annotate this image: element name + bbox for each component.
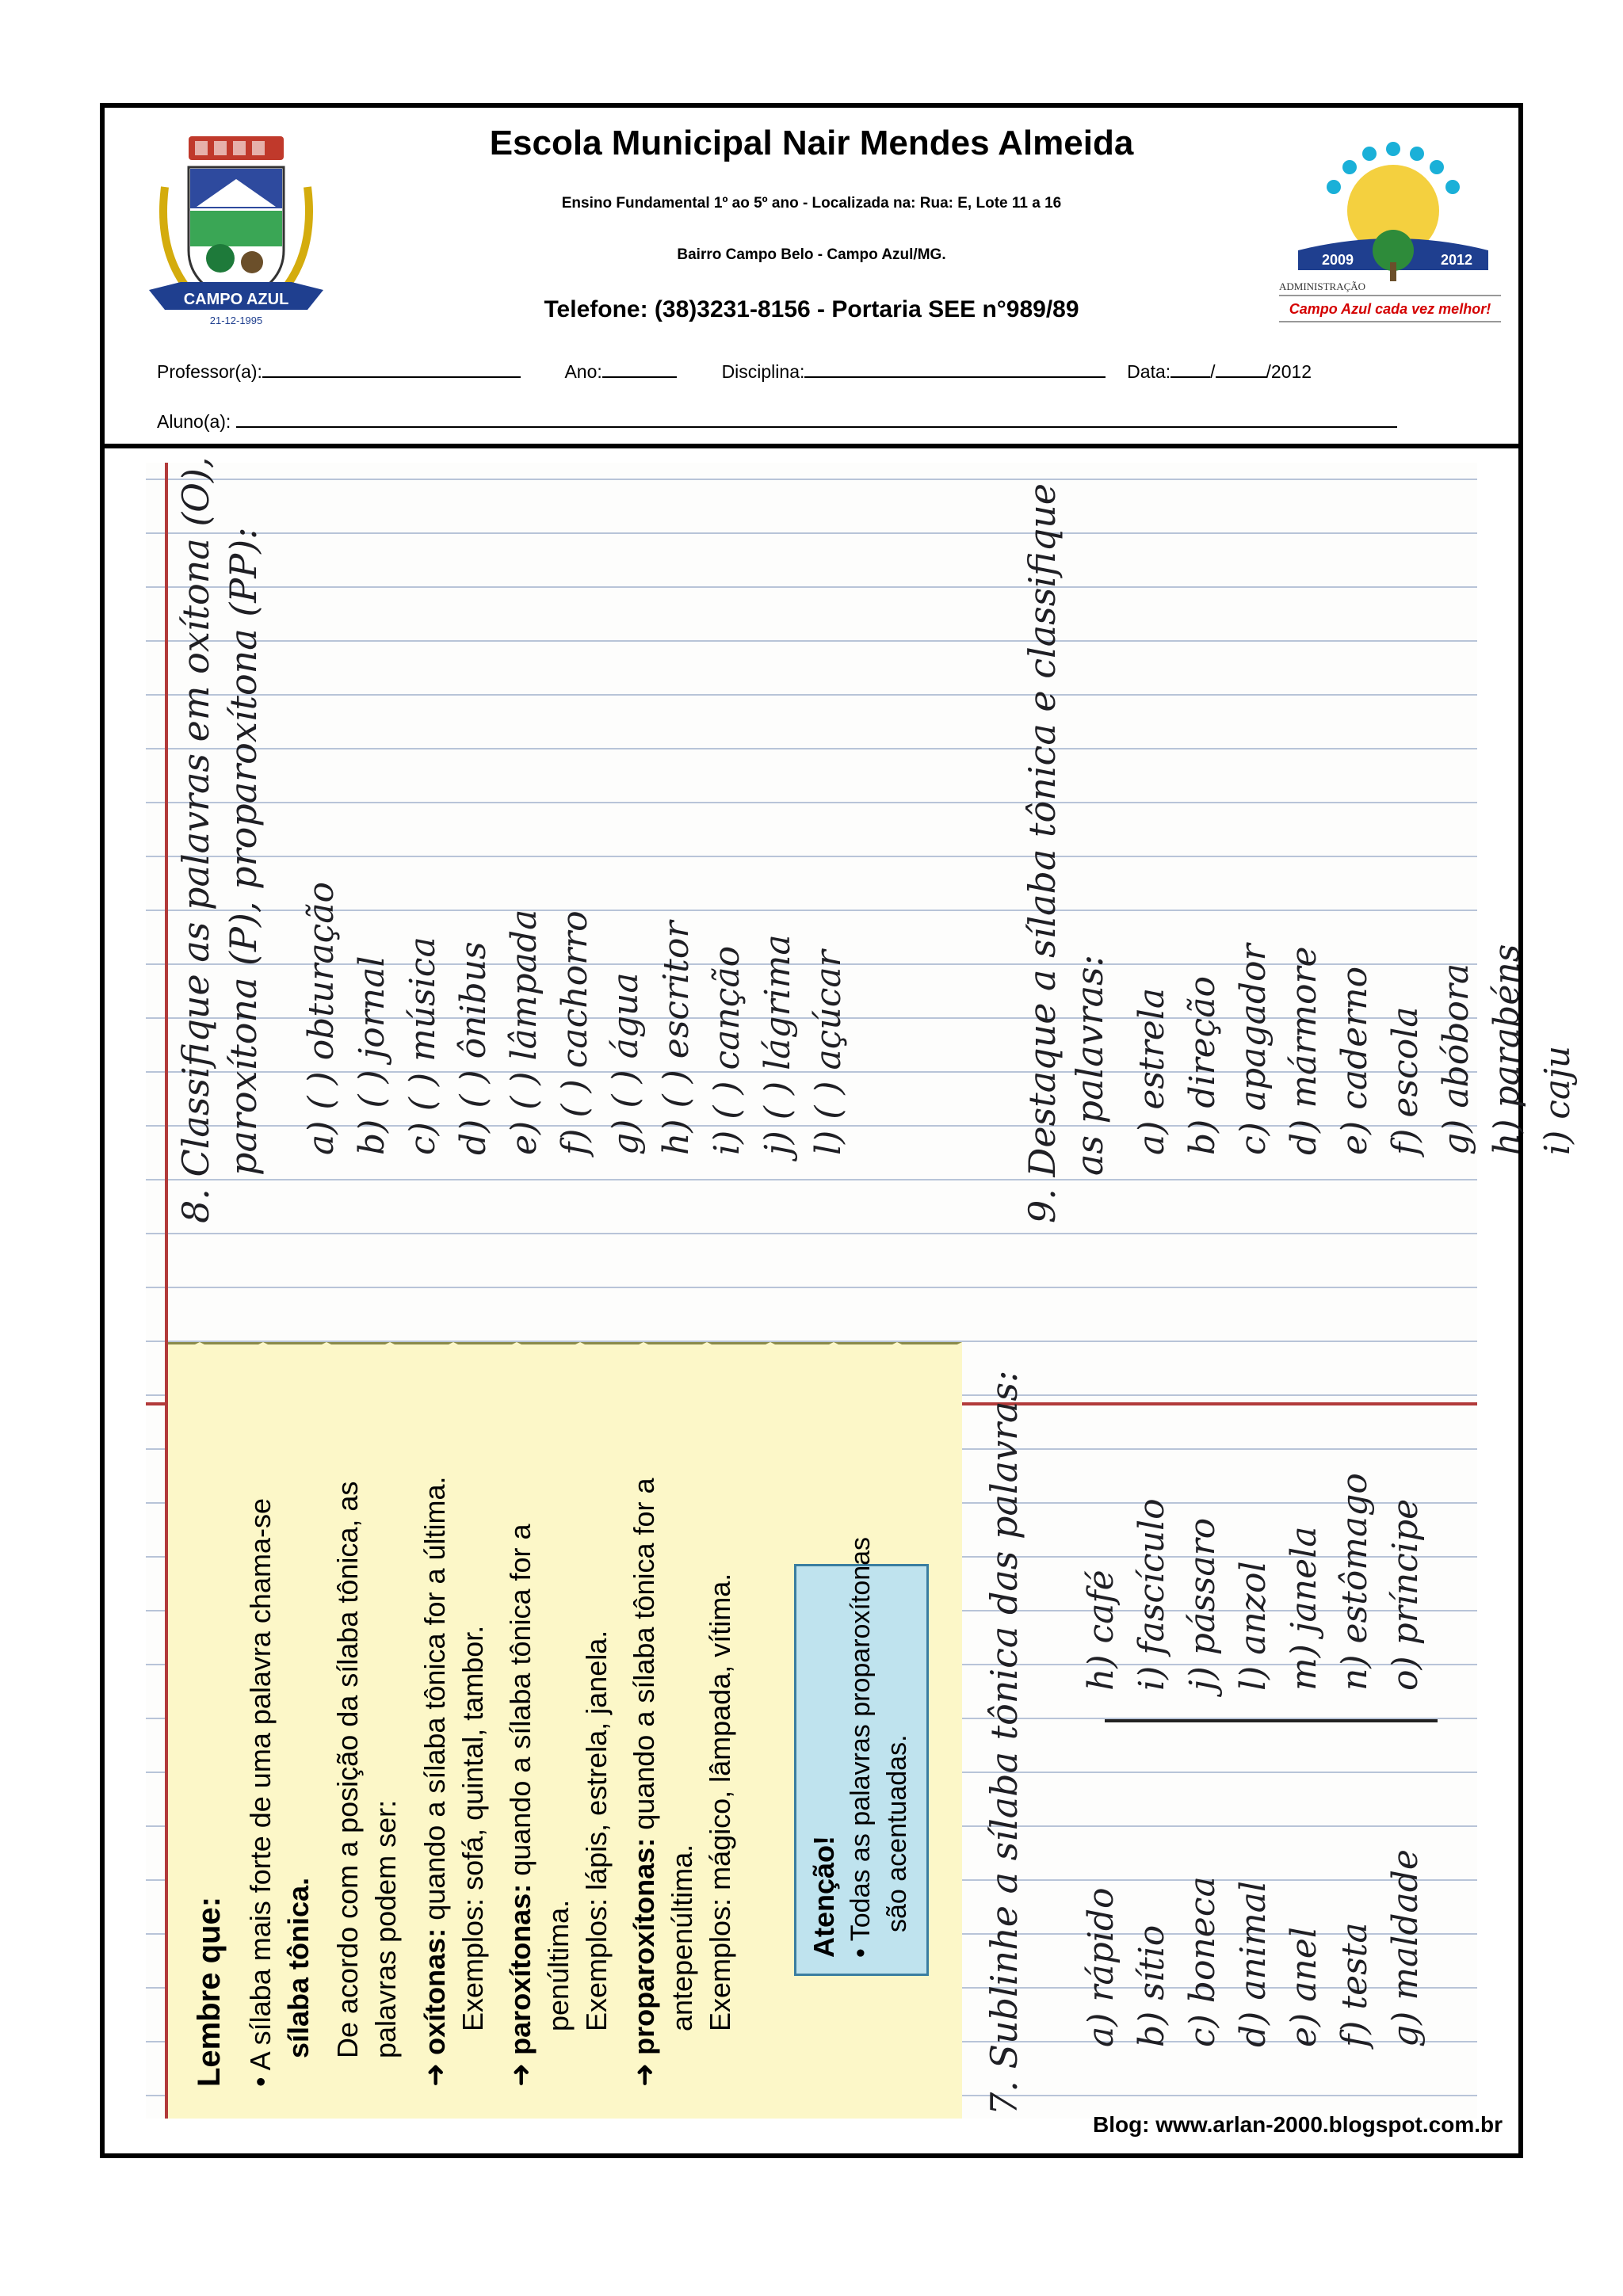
ex9-list-item: b) direção xyxy=(1182,976,1223,1155)
administration-logo-icon xyxy=(1274,132,1506,334)
ex8-list-item: c) ( ) música xyxy=(403,936,443,1155)
data-separator: / xyxy=(1210,361,1216,382)
ex8-list-item: g) ( ) água xyxy=(605,972,646,1155)
paroxitonas-examples: Exemplos: lápis, estrela, janela. xyxy=(580,1630,613,2031)
ex7-right-item: m) janela xyxy=(1284,1526,1324,1691)
atencao-box xyxy=(794,1536,929,1976)
lembre-box xyxy=(168,1342,962,2119)
ex7-right-item: h) café xyxy=(1081,1569,1121,1691)
ex9-title-b: as palavras: xyxy=(1068,954,1111,1176)
lembre-p1: • A sílaba mais forte de uma palavra chama-se xyxy=(244,1498,277,2087)
torn-edge-icon xyxy=(168,1326,962,1358)
ex8-list-item: f) ( ) cachorro xyxy=(555,910,595,1155)
aluno-field[interactable] xyxy=(236,407,1397,428)
ex7-left-item: a) rápido xyxy=(1081,1887,1121,2047)
admin-label: ADMINISTRAÇÃO xyxy=(1279,280,1366,292)
lembre-p2a: De acordo com a posição da sílaba tônica, as xyxy=(331,1481,364,2058)
ex8-list-item: a) ( ) obturação xyxy=(301,882,342,1155)
ex8-list-item: j) ( ) lágrima xyxy=(758,934,798,1155)
atencao-text-b: são acentuadas. xyxy=(882,1734,912,1932)
ano-label: Ano: xyxy=(564,361,602,382)
ex8-title-b: paroxítona (P), proparoxítona (PP): xyxy=(222,527,265,1176)
ex7-right-item: o) príncipe xyxy=(1385,1498,1426,1691)
ex8-list-item: l) ( ) açúcar xyxy=(808,950,849,1155)
crest-date: 21-12-1995 xyxy=(209,315,263,326)
ex7-left-item: c) boneca xyxy=(1182,1876,1223,2047)
disciplina-label: Disciplina: xyxy=(721,361,805,382)
oxitonas-examples: Exemplos: sofá, quintal, tambor. xyxy=(456,1625,489,2031)
ex7-left-item: e) anel xyxy=(1284,1927,1324,2047)
admin-year-start: 2009 xyxy=(1322,252,1354,268)
ex9-list-item: f) escola xyxy=(1385,1006,1426,1155)
ex9-list-item: e) caderno xyxy=(1335,966,1375,1155)
form-row-1 xyxy=(157,357,1312,383)
proparoxitonas-examples: Exemplos: mágico, lâmpada, vítima. xyxy=(704,1573,736,2031)
paroxitonas-def-cont: penúltima. xyxy=(542,1899,575,2031)
ex7-right-item: j) pássaro xyxy=(1182,1517,1223,1691)
ex9-title-a: 9. Destaque a sílaba tônica e classifique xyxy=(1021,482,1064,1223)
scanned-workbook-page xyxy=(146,456,1578,2119)
atencao-text-a: • Todas as palavras proparoxítonas xyxy=(846,1536,876,1958)
ex7-column-divider xyxy=(1105,1719,1438,1722)
disciplina-field[interactable] xyxy=(804,357,1106,378)
ex7-left-item: d) animal xyxy=(1233,1881,1274,2047)
ex7-right-item: i) fascículo xyxy=(1132,1498,1172,1691)
ex8-list-item: h) ( ) escritor xyxy=(656,921,697,1155)
ex9-list-item: d) mármore xyxy=(1284,946,1324,1155)
data-label: Data: xyxy=(1127,361,1171,382)
ex8-list-item: b) ( ) jornal xyxy=(352,955,392,1155)
paroxitonas-def: ➜ paroxítonas: quando a sílaba tônica for a xyxy=(504,1524,537,2087)
crest-label: CAMPO AZUL xyxy=(183,291,289,308)
ex8-list-item: d) ( ) ônibus xyxy=(453,941,494,1155)
ex7-right-item: n) estômago xyxy=(1335,1473,1375,1691)
address-line-1: Ensino Fundamental 1º ao 5º ano - Localizada na: Rua: E, Lote 11 a 16 xyxy=(561,195,1062,212)
ex7-left-item: b) sítio xyxy=(1132,1924,1172,2047)
ex8-title-a: 8. Classifique as palavras em oxítona (O), xyxy=(174,456,217,1223)
aluno-label: Aluno(a): xyxy=(157,411,231,432)
school-header xyxy=(105,108,1518,448)
ex9-list-item: c) apagador xyxy=(1233,944,1274,1155)
ex7-title: 7. Sublinhe a sílaba tônica das palavras: xyxy=(983,1370,1025,2115)
professor-label: Professor(a): xyxy=(157,361,262,382)
proparoxitonas-def: ➜ proparoxítonas: quando a sílaba tônica for a xyxy=(628,1478,660,2087)
data-month-field[interactable] xyxy=(1216,357,1266,378)
ex7-right-item: l) anzol xyxy=(1233,1561,1274,1691)
rotated-content xyxy=(146,456,1578,2119)
address-line-2: Bairro Campo Belo - Campo Azul/MG. xyxy=(677,246,946,263)
professor-field[interactable] xyxy=(262,357,521,378)
ex7-left-item: f) testa xyxy=(1335,1922,1375,2047)
worksheet-frame xyxy=(100,103,1578,2158)
ano-field[interactable] xyxy=(602,357,677,378)
ex9-list-item: h) parabéns xyxy=(1487,944,1527,1155)
ex8-list-item: e) ( ) lâmpada xyxy=(504,909,544,1155)
oxitonas-def: ➜ oxítonas: quando a sílaba tônica for a última. xyxy=(418,1476,451,2087)
ex9-list-item: i) caju xyxy=(1537,1045,1578,1155)
proparoxitonas-def-cont: antepenúltima. xyxy=(666,1844,698,2031)
atencao-title: Atenção! xyxy=(808,1835,840,1958)
data-day-field[interactable] xyxy=(1170,357,1210,378)
lembre-p1-term: sílaba tônica. xyxy=(282,1877,315,2058)
data-year: /2012 xyxy=(1266,361,1312,382)
admin-slogan: Campo Azul cada vez melhor! xyxy=(1289,301,1491,317)
ex9-list-item: g) abóbora xyxy=(1436,963,1476,1155)
ex9-list-item: a) estrela xyxy=(1132,987,1172,1155)
lembre-title: Lembre que: xyxy=(192,1896,227,2087)
school-name: Escola Municipal Nair Mendes Almeida xyxy=(489,124,1134,162)
school-phone: Telefone: (38)3231-8156 - Portaria SEE n°989/89 xyxy=(544,296,1079,322)
blog-url: Blog: www.arlan-2000.blogspot.com.br xyxy=(1092,2112,1503,2137)
ex8-list-item: i) ( ) canção xyxy=(707,945,747,1155)
ex7-left-item: g) maldade xyxy=(1385,1849,1426,2047)
lembre-p2b: palavras podem ser: xyxy=(369,1799,402,2058)
form-row-2 xyxy=(157,407,1397,433)
admin-year-end: 2012 xyxy=(1441,252,1473,268)
